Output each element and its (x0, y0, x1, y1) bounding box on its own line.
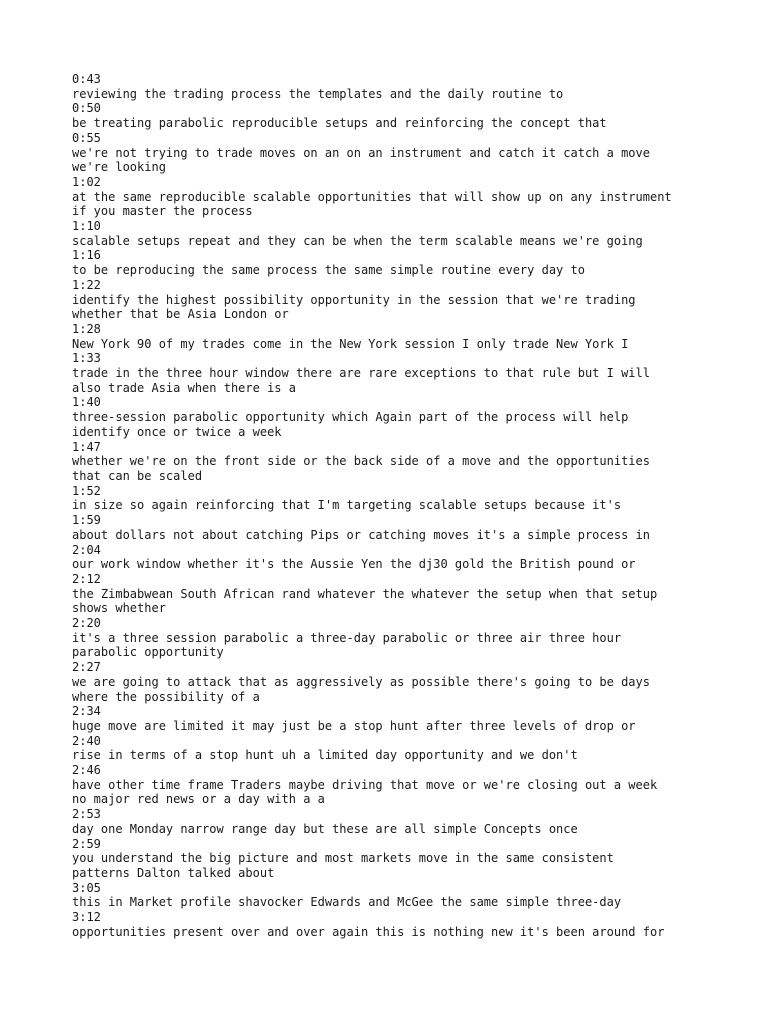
transcript-entry (72, 513, 712, 542)
caption-text: three-session parabolic opportunity which Again part of the process will help identify once or twice a week (72, 410, 629, 439)
caption-text: New York 90 of my trades come in the New York session I only trade New York I (72, 336, 629, 351)
caption-text: in size so again reinforcing that I'm targeting scalable setups because it's (72, 498, 622, 513)
timestamp: 1:28 (72, 321, 101, 336)
transcript-entry (72, 734, 712, 763)
caption-text: this in Market profile shavocker Edwards and McGee the same simple three-day (72, 895, 622, 910)
caption-text: we're not trying to trade moves on an on an instrument and catch it catch a move we're looking (72, 145, 650, 175)
timestamp: 2:04 (72, 542, 101, 557)
timestamp: 1:10 (72, 219, 101, 234)
transcript-entry (72, 660, 712, 704)
transcript-entry (72, 101, 712, 130)
timestamp: 2:40 (72, 733, 101, 748)
caption-text: huge move are limited it may just be a stop hunt after three levels of drop or (72, 718, 636, 733)
timestamp: 1:33 (72, 351, 101, 366)
caption-text: about dollars not about catching Pips or catching moves it's a simple process in (72, 527, 650, 542)
timestamp: 0:50 (72, 101, 101, 116)
transcript-entry (72, 278, 712, 322)
transcript-entry (72, 219, 712, 248)
timestamp: 1:16 (72, 248, 101, 263)
caption-text: at the same reproducible scalable opportunities that will show up on any instrument if you master the process (72, 189, 672, 219)
transcript-entry (72, 704, 712, 733)
transcript-entry (72, 484, 712, 513)
transcript-entry (72, 322, 712, 351)
caption-text: it's a three session parabolic a three-day parabolic or three air three hour parabolic opportunity (72, 630, 622, 660)
caption-text: our work window whether it's the Aussie Yen the dj30 gold the British pound or (72, 557, 636, 572)
timestamp: 1:02 (72, 174, 101, 189)
timestamp: 1:47 (72, 439, 101, 454)
timestamp: 1:22 (72, 277, 101, 292)
transcript-entry (72, 807, 712, 836)
timestamp: 0:55 (72, 130, 101, 145)
timestamp: 2:34 (72, 704, 101, 719)
timestamp: 2:46 (72, 763, 101, 778)
transcript-entry (72, 131, 712, 175)
timestamp: 2:27 (72, 660, 101, 675)
caption-text: trade in the three hour window there are rare exceptions to that rule but I will also trade Asia when there is a (72, 366, 650, 395)
timestamp: 2:20 (72, 616, 101, 631)
timestamp: 2:59 (72, 836, 101, 851)
transcript-entry (72, 248, 712, 277)
caption-text: identify the highest possibility opportunity in the session that we're trading whether that be Asia London or (72, 292, 636, 322)
transcript-entry (72, 543, 712, 572)
caption-text: rise in terms of a stop hunt uh a limited day opportunity and we don't (72, 748, 578, 763)
caption-text: be treating parabolic reproducible setups and reinforcing the concept that (72, 116, 607, 131)
transcript-entry (72, 910, 712, 939)
transcript-entry (72, 351, 712, 395)
timestamp: 3:12 (72, 910, 101, 925)
caption-text: reviewing the trading process the templates and the daily routine to (72, 86, 564, 101)
timestamp: 1:40 (72, 395, 101, 410)
timestamp: 2:12 (72, 571, 101, 586)
caption-text: opportunities present over and over again this is nothing new it's been around for (72, 924, 665, 939)
caption-text: we are going to attack that as aggressively as possible there's going to be days where the possibility of a (72, 674, 650, 704)
caption-text: you understand the big picture and most markets move in the same consistent patterns Dalton talked about (72, 851, 614, 880)
transcript-entry (72, 395, 712, 439)
transcript (72, 72, 712, 939)
caption-text: have other time frame Traders maybe driving that move or we're closing out a week no major red news or a day with a a (72, 777, 658, 807)
transcript-entry (72, 72, 712, 101)
transcript-entry (72, 440, 712, 484)
transcript-entry (72, 763, 712, 807)
transcript-entry (72, 881, 712, 910)
transcript-page (72, 72, 712, 939)
caption-text: whether we're on the front side or the back side of a move and the opportunities that can be scaled (72, 454, 650, 483)
timestamp: 1:59 (72, 513, 101, 528)
caption-text: the Zimbabwean South African rand whatever the whatever the setup when that setup shows whether (72, 586, 658, 616)
timestamp: 1:52 (72, 483, 101, 498)
caption-text: to be reproducing the same process the same simple routine every day to (72, 263, 585, 278)
caption-text: day one Monday narrow range day but these are all simple Concepts once (72, 821, 578, 836)
transcript-entry (72, 175, 712, 219)
timestamp: 3:05 (72, 880, 101, 895)
timestamp: 0:43 (72, 72, 101, 86)
transcript-entry (72, 572, 712, 616)
timestamp: 2:53 (72, 807, 101, 822)
caption-text: scalable setups repeat and they can be when the term scalable means we're going (72, 233, 643, 248)
transcript-entry (72, 616, 712, 660)
transcript-entry (72, 837, 712, 881)
